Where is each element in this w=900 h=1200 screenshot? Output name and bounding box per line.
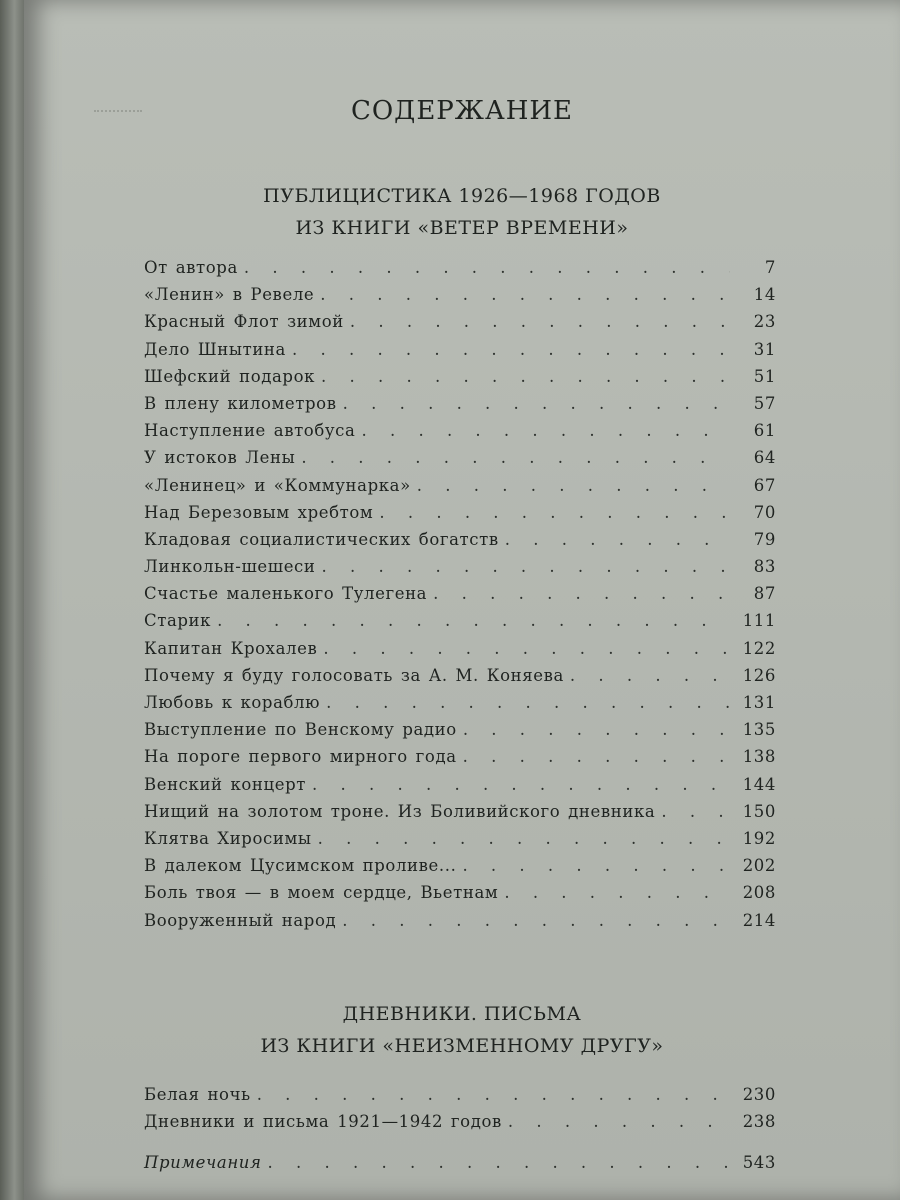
section-heading-diaries <box>24 998 900 1062</box>
leader-dots <box>343 394 730 413</box>
toc-entry-page: 238 <box>742 1112 776 1132</box>
leader-dots <box>379 503 730 522</box>
toc-entry-title: Белая ночь <box>144 1085 251 1104</box>
toc-entry-page: 64 <box>753 448 776 468</box>
leader-dots <box>463 747 730 766</box>
toc-entry-title: В плену километров <box>144 393 337 413</box>
toc-entry[interactable] <box>144 584 776 611</box>
toc-entry-page: 138 <box>742 747 776 767</box>
toc-entry[interactable] <box>144 747 776 774</box>
section-heading-line: ИЗ КНИГИ «НЕИЗМЕННОМУ ДРУГУ» <box>260 1035 664 1057</box>
toc-entry-page: 131 <box>742 693 776 712</box>
toc-entry-page: 543 <box>742 1153 776 1172</box>
toc-entry[interactable] <box>144 639 776 666</box>
toc-entry-page: 67 <box>753 475 776 495</box>
toc-entry-title: Примечания <box>144 1153 262 1172</box>
leader-dots <box>433 584 730 603</box>
toc-list-diaries <box>144 1085 776 1139</box>
toc-entry-page: 23 <box>753 312 776 332</box>
toc-entry-title: Вооруженный народ <box>144 910 337 930</box>
toc-entry-title: Красный Флот зимой <box>144 312 344 332</box>
toc-entry-page: 87 <box>753 584 776 604</box>
toc-entry-page: 214 <box>742 910 776 930</box>
toc-entry[interactable] <box>144 476 776 503</box>
toc-entry-page: 111 <box>742 611 776 631</box>
leader-dots <box>292 340 730 359</box>
toc-notes <box>144 1153 776 1180</box>
toc-entry-title: Над Березовым хребтом <box>144 502 374 522</box>
toc-entry-page: 79 <box>753 529 776 549</box>
toc-entry-title: Почему я буду голосовать за А. М. Коняева <box>144 665 564 685</box>
toc-entry-notes[interactable] <box>144 1153 776 1180</box>
leader-dots <box>257 1085 730 1104</box>
page-title: СОДЕРЖАНИЕ <box>350 96 574 126</box>
toc-entry-title: Капитан Крохалев <box>144 638 318 658</box>
toc-entry[interactable] <box>144 394 776 421</box>
facing-page-edge <box>0 0 24 1200</box>
toc-entry-page: 122 <box>742 638 776 658</box>
leader-dots <box>508 1112 730 1131</box>
leader-dots <box>322 557 731 576</box>
toc-entry-title: Кладовая социалистических богатств <box>144 529 499 549</box>
toc-entry[interactable] <box>144 611 776 638</box>
toc-entry-title: Дело Шнытина <box>144 339 286 359</box>
toc-entry[interactable] <box>144 367 776 394</box>
toc-entry-title: От автора <box>144 258 238 277</box>
toc-entry-title: Боль твоя — в моем сердце, Вьетнам <box>144 883 499 903</box>
toc-entry-title: Наступление автобуса <box>144 421 356 441</box>
toc-entry[interactable] <box>144 312 776 339</box>
toc-list-publicistics <box>144 258 776 938</box>
toc-entry-page: 70 <box>753 502 776 522</box>
toc-entry-page: 192 <box>742 828 776 848</box>
toc-entry-page: 230 <box>742 1085 776 1104</box>
leader-dots <box>350 312 730 331</box>
toc-entry-page: 83 <box>753 557 776 577</box>
leader-dots <box>321 367 730 386</box>
leader-dots <box>244 258 730 277</box>
toc-entry-page: 150 <box>742 801 776 821</box>
leader-dots <box>320 285 730 304</box>
leader-dots <box>323 639 730 658</box>
leader-dots <box>462 856 730 875</box>
toc-entry-page: 31 <box>753 339 776 359</box>
toc-entry[interactable] <box>144 720 776 747</box>
toc-entry[interactable] <box>144 503 776 530</box>
leader-dots <box>570 666 730 685</box>
leader-dots <box>301 448 730 467</box>
leader-dots <box>342 911 730 930</box>
toc-entry-page: 202 <box>742 856 776 876</box>
toc-entry-title: Венский концерт <box>144 774 306 794</box>
toc-entry-page: 135 <box>742 720 776 740</box>
toc-entry[interactable] <box>144 802 776 829</box>
toc-entry[interactable] <box>144 340 776 367</box>
toc-entry[interactable] <box>144 829 776 856</box>
toc-entry[interactable] <box>144 530 776 557</box>
toc-entry[interactable] <box>144 448 776 475</box>
toc-entry-title: Клятва Хиросимы <box>144 828 312 848</box>
toc-entry-page: 7 <box>764 258 776 277</box>
toc-entry-title: Счастье маленького Тулегена <box>144 584 428 604</box>
toc-entry-title: У истоков Лены <box>144 448 296 468</box>
toc-entry[interactable] <box>144 666 776 693</box>
toc-entry[interactable] <box>144 693 776 720</box>
toc-entry[interactable] <box>144 1112 776 1139</box>
toc-entry[interactable] <box>144 775 776 802</box>
toc-entry-page: 126 <box>742 665 776 685</box>
toc-entry-title: В далеком Цусимском проливе... <box>144 856 457 876</box>
leader-dots <box>326 693 730 712</box>
toc-entry-title: Шефский подарок <box>144 366 316 386</box>
book-page <box>24 0 900 1200</box>
section-heading-publicistics <box>24 180 900 244</box>
toc-entry[interactable] <box>144 421 776 448</box>
leader-dots <box>463 720 730 739</box>
toc-entry-title: Дневники и письма 1921—1942 годов <box>144 1112 502 1132</box>
leader-dots <box>312 775 730 794</box>
leader-dots <box>504 883 730 902</box>
leader-dots <box>661 802 730 821</box>
toc-entry-title: На пороге первого мирного года <box>144 747 457 767</box>
toc-entry-title: Выступление по Венскому радио <box>144 720 457 740</box>
toc-entry-title: Старик <box>144 611 212 631</box>
toc-entry[interactable] <box>144 856 776 883</box>
section-heading-line: ДНЕВНИКИ. ПИСЬМА <box>342 1003 582 1025</box>
toc-entry[interactable] <box>144 557 776 584</box>
toc-entry-title: Линкольн-шешеси <box>144 557 316 577</box>
leader-dots <box>361 421 730 440</box>
toc-entry-title: «Ленинец» и «Коммунарка» <box>144 475 411 495</box>
toc-entry-title: Любовь к кораблю <box>144 693 321 712</box>
toc-entry-title: Нищий на золотом троне. Из Боливийского дневника <box>144 801 656 821</box>
leader-dots <box>417 476 730 495</box>
toc-entry-page: 57 <box>753 393 776 413</box>
toc-entry[interactable] <box>144 285 776 312</box>
leader-dots <box>505 530 730 549</box>
leader-dots <box>318 829 730 848</box>
toc-entry[interactable] <box>144 1085 776 1112</box>
toc-entry-page: 144 <box>742 774 776 794</box>
leader-dots <box>217 611 730 630</box>
toc-entry-page: 61 <box>753 421 776 441</box>
toc-entry[interactable] <box>144 258 776 285</box>
toc-entry-page: 208 <box>742 883 776 903</box>
toc-entry[interactable] <box>144 883 776 910</box>
section-heading-line: ИЗ КНИГИ «ВЕТЕР ВРЕМЕНИ» <box>295 217 629 239</box>
toc-entry[interactable] <box>144 911 776 938</box>
toc-entry-page: 51 <box>753 366 776 386</box>
section-heading-line: ПУБЛИЦИСТИКА 1926—1968 ГОДОВ <box>263 185 661 207</box>
toc-entry-title: «Ленин» в Ревеле <box>144 285 315 305</box>
toc-entry-page: 14 <box>753 285 776 305</box>
leader-dots <box>268 1153 730 1172</box>
